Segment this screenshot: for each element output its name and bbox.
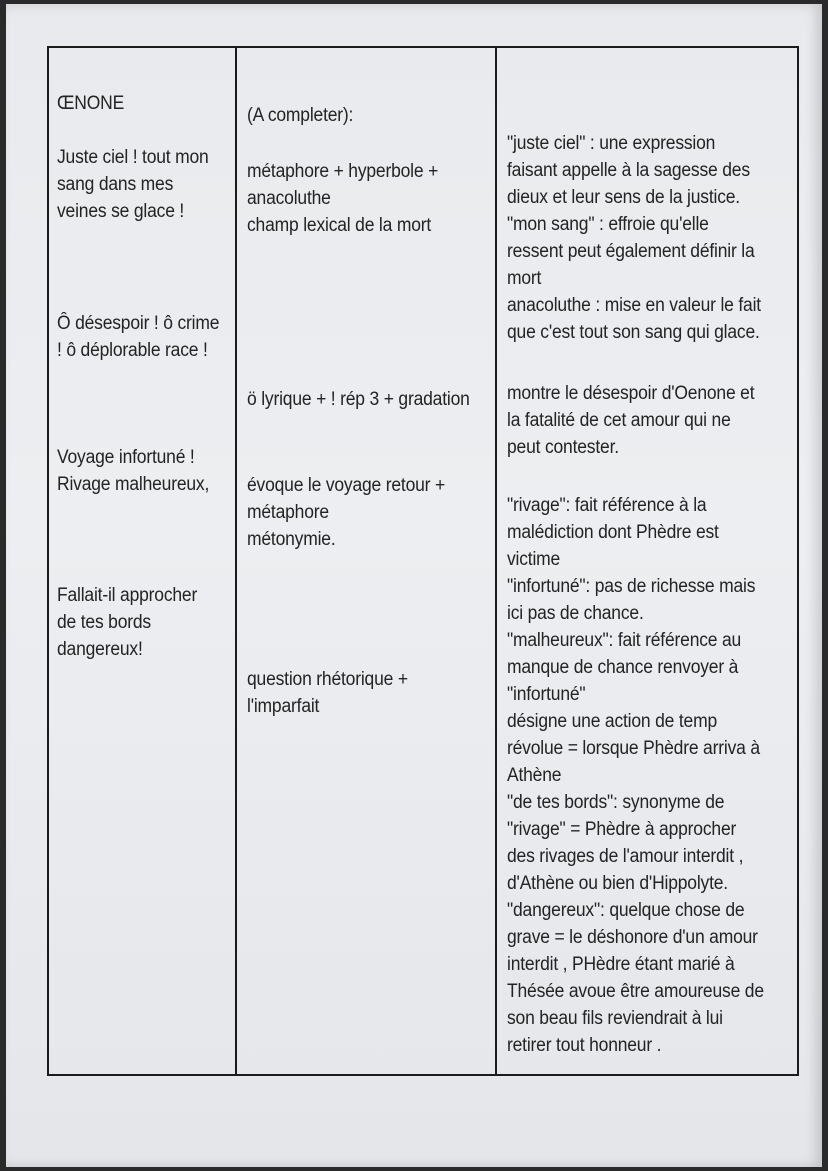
analysis-verse-1: "juste ciel" : une expression faisant appelle à la sagesse des dieux et leur sens de la justice. "mon sang" : effroie qu'elle ressent peut également définir la mort anacoluthe : mise en valeur le fait que c'est tout son sang qui glace. (507, 133, 761, 343)
speaker-name: ŒNONE (57, 93, 125, 114)
verse-3: Voyage infortuné ! Rivage malheureux, (57, 447, 210, 495)
verse-1: Juste ciel ! tout mon sang dans mes veines se glace ! (57, 147, 209, 222)
analysis-verse-3-4: "rivage": fait référence à la malédiction dont Phèdre est victime "infortuné": pas de richesse mais ici pas de chance. "malheureux": fait référence au manque de chance renvoyer à "infortuné" désigne une action de temp révolue = lorsque Phèdre arriva à Athène "de tes bords": synonyme de "rivage" = Phèdre à approcher des rivages de l'amour interdit , d'Athène ou bien d'Hippolyte. "dangereux": quelque chose de grave = le déshonore d'un amour interdit , PHèdre étant marié à Thésée avoue être amoureuse de son beau fils reviendrait à lui retirer tout honneur . (507, 495, 764, 1056)
devices-verse-4: question rhétorique + l'imparfait (247, 669, 408, 717)
verse-4: Fallait-il approcher de tes bords dangereux! (57, 585, 198, 660)
analysis-table (47, 46, 799, 1076)
analysis-verse-2: montre le désespoir d'Oenone et la fatalité de cet amour qui ne peut contester. (507, 383, 755, 458)
devices-verse-1: métaphore + hyperbole + anacoluthe champ lexical de la mort (247, 161, 439, 236)
verse-2: Ô désespoir ! ô crime ! ô déplorable race ! (57, 313, 220, 361)
column-divider-2 (495, 48, 497, 1074)
devices-verse-2: ö lyrique + ! rép 3 + gradation (247, 389, 470, 410)
column-divider-1 (235, 48, 237, 1074)
devices-verse-3: évoque le voyage retour + métaphore métonymie. (247, 475, 446, 550)
column-2-header: (A completer): (247, 105, 354, 126)
paper-sheet (6, 4, 822, 1167)
